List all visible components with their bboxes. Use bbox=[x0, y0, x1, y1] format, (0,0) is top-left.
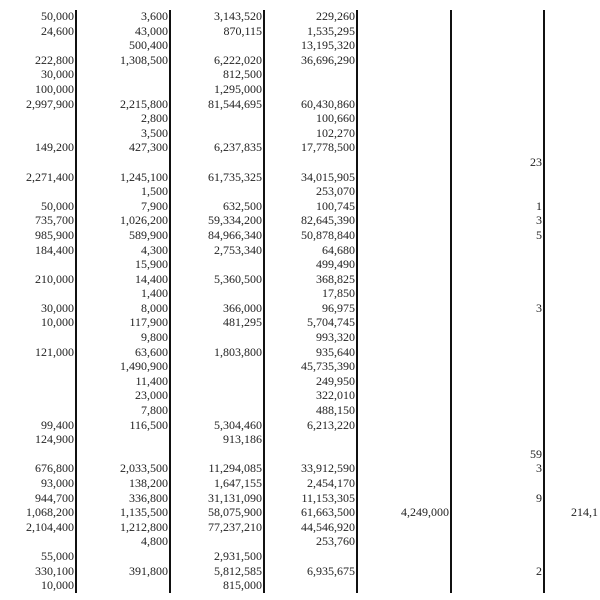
table-row bbox=[0, 257, 600, 272]
table-cell: 3 bbox=[536, 300, 542, 315]
table-cell: 50,878,840 bbox=[301, 227, 355, 242]
table-row bbox=[0, 549, 600, 564]
table-cell: 3,600 bbox=[141, 9, 168, 23]
table-cell: 253,070 bbox=[316, 184, 355, 199]
table-cell: 13,195,320 bbox=[301, 38, 355, 53]
table-cell: 5,304,460 bbox=[214, 417, 262, 432]
table-row bbox=[0, 447, 600, 462]
table-row bbox=[0, 345, 600, 360]
table-cell: 427,300 bbox=[129, 140, 168, 155]
table-cell: 63,600 bbox=[135, 344, 168, 359]
table-cell: 184,400 bbox=[35, 242, 74, 257]
table-cell: 5 bbox=[536, 227, 542, 242]
table-cell: 61,663,500 bbox=[301, 505, 355, 520]
table-cell: 1,212,800 bbox=[120, 519, 168, 534]
table-cell: 64,680 bbox=[322, 242, 355, 257]
column-divider bbox=[450, 10, 452, 593]
table-cell: 15,900 bbox=[135, 257, 168, 272]
table-row bbox=[0, 491, 600, 506]
table-cell: 124,900 bbox=[35, 432, 74, 447]
table-cell: 2,215,800 bbox=[120, 96, 168, 111]
table-cell: 24,600 bbox=[41, 23, 74, 38]
table-cell: 2,454,170 bbox=[307, 476, 355, 490]
table-cell: 1,308,500 bbox=[120, 52, 168, 67]
table-cell: 2 bbox=[536, 563, 542, 578]
financial-figures-table bbox=[0, 9, 600, 593]
table-cell: 50,000 bbox=[41, 198, 74, 213]
table-cell: 3 bbox=[536, 461, 542, 476]
table-row bbox=[0, 9, 600, 24]
table-cell: 2,033,500 bbox=[120, 461, 168, 476]
table-cell: 229,260 bbox=[316, 9, 355, 23]
table-cell: 589,900 bbox=[129, 227, 168, 242]
table-cell: 100,745 bbox=[316, 198, 355, 213]
table-cell: 5,360,500 bbox=[214, 271, 262, 286]
table-row bbox=[0, 564, 600, 579]
table-cell: 102,270 bbox=[316, 125, 355, 140]
table-row bbox=[0, 520, 600, 535]
table-cell: 45,735,390 bbox=[301, 359, 355, 374]
table-cell: 330,100 bbox=[35, 563, 74, 578]
table-cell: 60,430,860 bbox=[301, 96, 355, 111]
table-cell: 116,500 bbox=[129, 417, 168, 432]
table-cell: 632,500 bbox=[223, 198, 262, 213]
table-cell: 3,143,520 bbox=[214, 9, 262, 23]
table-row bbox=[0, 330, 600, 345]
table-row bbox=[0, 111, 600, 126]
table-cell: 2,271,400 bbox=[26, 169, 74, 184]
table-cell: 481,295 bbox=[223, 315, 262, 330]
table-cell: 985,900 bbox=[35, 227, 74, 242]
table-cell: 138,200 bbox=[129, 476, 168, 490]
table-cell: 17,778,500 bbox=[301, 140, 355, 155]
table-cell: 7,800 bbox=[141, 403, 168, 418]
table-cell: 4,300 bbox=[141, 242, 168, 257]
table-cell: 43,000 bbox=[135, 23, 168, 38]
column-divider bbox=[356, 10, 358, 593]
table-cell: 9 bbox=[536, 490, 542, 505]
table-cell: 30,000 bbox=[41, 300, 74, 315]
table-cell: 121,000 bbox=[35, 344, 74, 359]
table-cell: 1,803,800 bbox=[214, 344, 262, 359]
table-cell: 100,660 bbox=[316, 111, 355, 126]
table-cell: 815,000 bbox=[223, 578, 262, 593]
table-row bbox=[0, 140, 600, 155]
table-cell: 10,000 bbox=[41, 315, 74, 330]
table-cell: 149,200 bbox=[35, 140, 74, 155]
table-cell: 1,135,500 bbox=[120, 505, 168, 520]
table-cell: 59 bbox=[530, 446, 542, 461]
table-row bbox=[0, 578, 600, 593]
table-cell: 50,000 bbox=[41, 9, 74, 23]
table-row bbox=[0, 476, 600, 491]
column-divider bbox=[543, 10, 545, 593]
table-cell: 391,800 bbox=[129, 563, 168, 578]
table-cell: 366,000 bbox=[223, 300, 262, 315]
table-cell: 34,015,905 bbox=[301, 169, 355, 184]
table-cell: 2,931,500 bbox=[214, 548, 262, 563]
table-cell: 7,900 bbox=[141, 198, 168, 213]
column-divider bbox=[263, 10, 265, 593]
table-cell: 44,546,920 bbox=[301, 519, 355, 534]
table-row bbox=[0, 53, 600, 68]
table-row bbox=[0, 272, 600, 287]
table-row bbox=[0, 82, 600, 97]
table-cell: 96,975 bbox=[322, 300, 355, 315]
table-cell: 100,000 bbox=[35, 81, 74, 96]
table-cell: 1,400 bbox=[141, 286, 168, 301]
table-cell: 2,753,340 bbox=[214, 242, 262, 257]
table-cell: 1,068,200 bbox=[26, 505, 74, 520]
table-cell: 11,294,085 bbox=[208, 461, 262, 476]
table-cell: 488,150 bbox=[316, 403, 355, 418]
table-row bbox=[0, 24, 600, 39]
table-cell: 9,800 bbox=[141, 330, 168, 345]
table-cell: 2,800 bbox=[141, 111, 168, 126]
table-row bbox=[0, 155, 600, 170]
table-cell: 10,000 bbox=[41, 578, 74, 593]
table-cell: 214,1 bbox=[571, 505, 598, 520]
table-cell: 676,800 bbox=[35, 461, 74, 476]
table-cell: 944,700 bbox=[35, 490, 74, 505]
table-cell: 81,544,695 bbox=[208, 96, 262, 111]
table-cell: 1,490,900 bbox=[120, 359, 168, 374]
table-cell: 2,997,900 bbox=[26, 96, 74, 111]
table-cell: 735,700 bbox=[35, 213, 74, 228]
table-cell: 1,026,200 bbox=[120, 213, 168, 228]
table-cell: 500,400 bbox=[129, 38, 168, 53]
table-cell: 3 bbox=[536, 213, 542, 228]
table-cell: 210,000 bbox=[35, 271, 74, 286]
table-cell: 8,000 bbox=[141, 300, 168, 315]
table-row bbox=[0, 184, 600, 199]
table-cell: 6,222,020 bbox=[214, 52, 262, 67]
table-cell: 913,186 bbox=[223, 432, 262, 447]
table-row bbox=[0, 126, 600, 141]
table-cell: 368,825 bbox=[316, 271, 355, 286]
column-divider bbox=[75, 10, 77, 593]
table-cell: 11,153,305 bbox=[301, 490, 355, 505]
table-row bbox=[0, 534, 600, 549]
table-cell: 1,647,155 bbox=[214, 476, 262, 490]
table-row bbox=[0, 388, 600, 403]
table-cell: 4,800 bbox=[141, 534, 168, 549]
table-cell: 33,912,590 bbox=[301, 461, 355, 476]
table-cell: 6,935,675 bbox=[307, 563, 355, 578]
table-cell: 11,400 bbox=[135, 373, 168, 388]
table-row bbox=[0, 286, 600, 301]
table-row bbox=[0, 505, 600, 520]
table-cell: 5,812,585 bbox=[214, 563, 262, 578]
table-row bbox=[0, 199, 600, 214]
table-row bbox=[0, 461, 600, 476]
table-cell: 77,237,210 bbox=[208, 519, 262, 534]
table-cell: 117,900 bbox=[129, 315, 168, 330]
table-row bbox=[0, 374, 600, 389]
table-cell: 4,249,000 bbox=[401, 505, 449, 520]
table-cell: 6,237,835 bbox=[214, 140, 262, 155]
table-row bbox=[0, 403, 600, 418]
table-cell: 499,490 bbox=[316, 257, 355, 272]
table-cell: 30,000 bbox=[41, 67, 74, 82]
table-row bbox=[0, 301, 600, 316]
table-row bbox=[0, 67, 600, 82]
table-row bbox=[0, 38, 600, 53]
table-cell: 1,245,100 bbox=[120, 169, 168, 184]
table-cell: 93,000 bbox=[41, 476, 74, 490]
table-row bbox=[0, 359, 600, 374]
table-cell: 23 bbox=[530, 154, 542, 169]
table-cell: 84,966,340 bbox=[208, 227, 262, 242]
table-row bbox=[0, 228, 600, 243]
table-cell: 993,320 bbox=[316, 330, 355, 345]
table-cell: 59,334,200 bbox=[208, 213, 262, 228]
table-row bbox=[0, 97, 600, 112]
table-cell: 3,500 bbox=[141, 125, 168, 140]
table-cell: 5,704,745 bbox=[307, 315, 355, 330]
table-cell: 23,000 bbox=[135, 388, 168, 403]
table-cell: 58,075,900 bbox=[208, 505, 262, 520]
table-cell: 222,800 bbox=[35, 52, 74, 67]
table-cell: 336,800 bbox=[129, 490, 168, 505]
table-cell: 2,104,400 bbox=[26, 519, 74, 534]
table-row bbox=[0, 418, 600, 433]
table-cell: 935,640 bbox=[316, 344, 355, 359]
table-cell: 82,645,390 bbox=[301, 213, 355, 228]
table-cell: 322,010 bbox=[316, 388, 355, 403]
table-cell: 14,400 bbox=[135, 271, 168, 286]
table-cell: 17,850 bbox=[322, 286, 355, 301]
table-cell: 249,950 bbox=[316, 373, 355, 388]
table-cell: 55,000 bbox=[41, 548, 74, 563]
table-cell: 253,760 bbox=[316, 534, 355, 549]
table-cell: 6,213,220 bbox=[307, 417, 355, 432]
table-cell: 1,535,295 bbox=[307, 23, 355, 38]
table-cell: 31,131,090 bbox=[208, 490, 262, 505]
table-cell: 812,500 bbox=[223, 67, 262, 82]
table-row bbox=[0, 432, 600, 447]
table-cell: 1,500 bbox=[141, 184, 168, 199]
table-cell: 1,295,000 bbox=[214, 81, 262, 96]
column-divider bbox=[169, 10, 171, 593]
table-cell: 99,400 bbox=[41, 417, 74, 432]
table-row bbox=[0, 213, 600, 228]
table-row bbox=[0, 243, 600, 258]
table-row bbox=[0, 315, 600, 330]
table-cell: 36,696,290 bbox=[301, 52, 355, 67]
table-cell: 61,735,325 bbox=[208, 169, 262, 184]
table-row bbox=[0, 170, 600, 185]
table-cell: 870,115 bbox=[223, 23, 262, 38]
table-cell: 1 bbox=[536, 198, 542, 213]
